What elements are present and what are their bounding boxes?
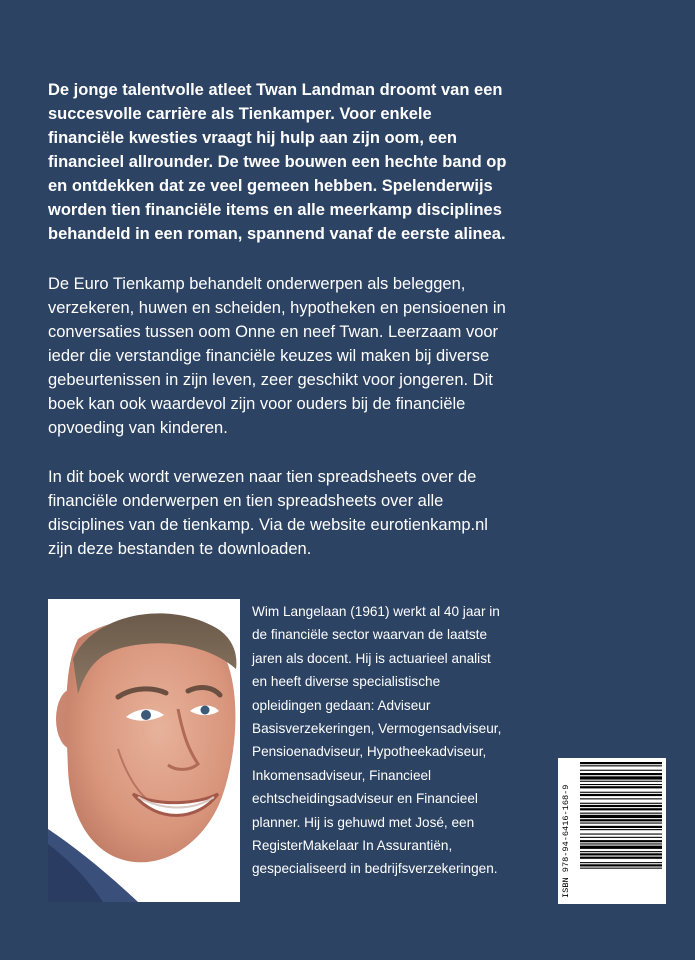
description-line: verzekeren, huwen en scheiden, hypotheken en pensioenen in [48, 299, 506, 317]
intro-line: succesvolle carrière als Tienkamper. Voor enkele [48, 105, 432, 123]
barcode-bar [580, 808, 662, 810]
bio-line: en heeft diverse specialistische [252, 674, 441, 690]
intro-paragraph [48, 78, 528, 246]
barcode-bar [580, 846, 662, 849]
bio-line: opleidingen gedaan: Adviseur [252, 697, 431, 713]
barcode-bar [580, 781, 662, 782]
barcode-bar [580, 815, 662, 818]
intro-line: worden tien financiële items en alle meerkamp disciplines [48, 201, 502, 219]
barcode-bar [580, 805, 662, 807]
description-line: ieder die verstandige financiële keuzes wil maken bij diverse [48, 347, 490, 365]
bio-line: Wim Langelaan (1961) werkt al 40 jaar in [252, 604, 500, 619]
barcode-bar [580, 834, 662, 835]
description-line: conversaties tussen oom Onne en neef Twan. Leerzaam voor [48, 323, 499, 341]
barcode-bar [580, 776, 662, 779]
barcode-bar [580, 864, 662, 866]
intro-line: financieel allrounder. De twee bouwen een hechte band op [48, 153, 507, 171]
barcode-bar [580, 819, 662, 821]
barcode-bar [580, 762, 662, 764]
bio-line: planner. Hij is gehuwd met José, een [252, 814, 475, 830]
intro-line: De jonge talentvolle atleet Twan Landman droomt van een [48, 81, 503, 99]
barcode-bar [580, 868, 662, 869]
description-line: opvoeding van kinderen. [48, 419, 228, 437]
barcode-bar [580, 784, 662, 785]
barcode-bar [580, 786, 662, 788]
barcode-bar [580, 770, 662, 771]
barcode-bar [580, 773, 662, 775]
intro-line: en ontdekken dat ze veel gemeen hebben. Spelenderwijs [48, 177, 493, 195]
bio-line: Pensioenadviseur, Hypotheekadviseur, [252, 744, 487, 760]
isbn-text: ISBN 978-94-6416-168-9 [561, 784, 571, 898]
intro-line: behandeld in een roman, spannend vanaf de eerste alinea. [48, 225, 506, 243]
author-portrait-image [48, 599, 240, 902]
barcode-bar [580, 853, 662, 855]
description-line: gebeurtenissen in zijn leven, zeer geschikt voor jongeren. Dit [48, 371, 493, 389]
barcode-bar [580, 813, 662, 814]
barcode-bar [580, 840, 662, 842]
barcode-bar [580, 862, 662, 863]
bio-line: jaren als docent. Hij is actuarieel analist [252, 650, 491, 666]
spreadsheets-line: zijn deze bestanden te downloaden. [48, 540, 312, 558]
spreadsheets-line: disciplines van de tienkamp. Via de website eurotienkamp.nl [48, 516, 488, 534]
isbn-barcode [558, 758, 666, 904]
bio-line: Inkomensadviseur, Financieel [252, 767, 432, 783]
bio-line: echtscheidingsadviseur en Financieel [252, 791, 478, 807]
barcode-bar [580, 851, 662, 852]
bio-line: de financiële sector waarvan de laatste [252, 627, 488, 643]
bio-line: gespecialiseerd in bedrijfsverzekeringen. [252, 861, 498, 877]
author-bio [252, 600, 542, 881]
barcode-bar [580, 829, 662, 830]
spreadsheets-paragraph [48, 465, 528, 561]
author-photo [48, 599, 240, 902]
barcode-bar [580, 792, 662, 793]
barcode-bar [580, 837, 662, 838]
spreadsheets-line: financiële onderwerpen en tien spreadsheets over alle [48, 492, 444, 510]
description-paragraph [48, 272, 528, 440]
spreadsheets-line: In dit boek wordt verwezen naar tien spreadsheets over de [48, 468, 477, 486]
intro-line: financiële kwesties vraagt hij hulp aan zijn oom, een [48, 129, 457, 147]
bio-line: Basisverzekeringen, Vermogensadviseur, [252, 721, 502, 737]
barcode-bar [580, 857, 662, 859]
description-line: boek kan ook waardevol zijn voor ouders bij de financiële [48, 395, 466, 413]
barcode-bar [580, 843, 662, 844]
barcode-bar [580, 803, 662, 804]
barcode-bar [580, 798, 662, 799]
barcode-bar [580, 826, 662, 828]
barcode-bar [580, 823, 662, 824]
barcode-graphic [558, 758, 666, 904]
barcode-bar [580, 794, 662, 796]
description-line: De Euro Tienkamp behandelt onderwerpen als beleggen, [48, 275, 466, 293]
barcode-bar [580, 765, 662, 766]
bio-line: RegisterMakelaar In Assurantiën, [252, 838, 453, 854]
